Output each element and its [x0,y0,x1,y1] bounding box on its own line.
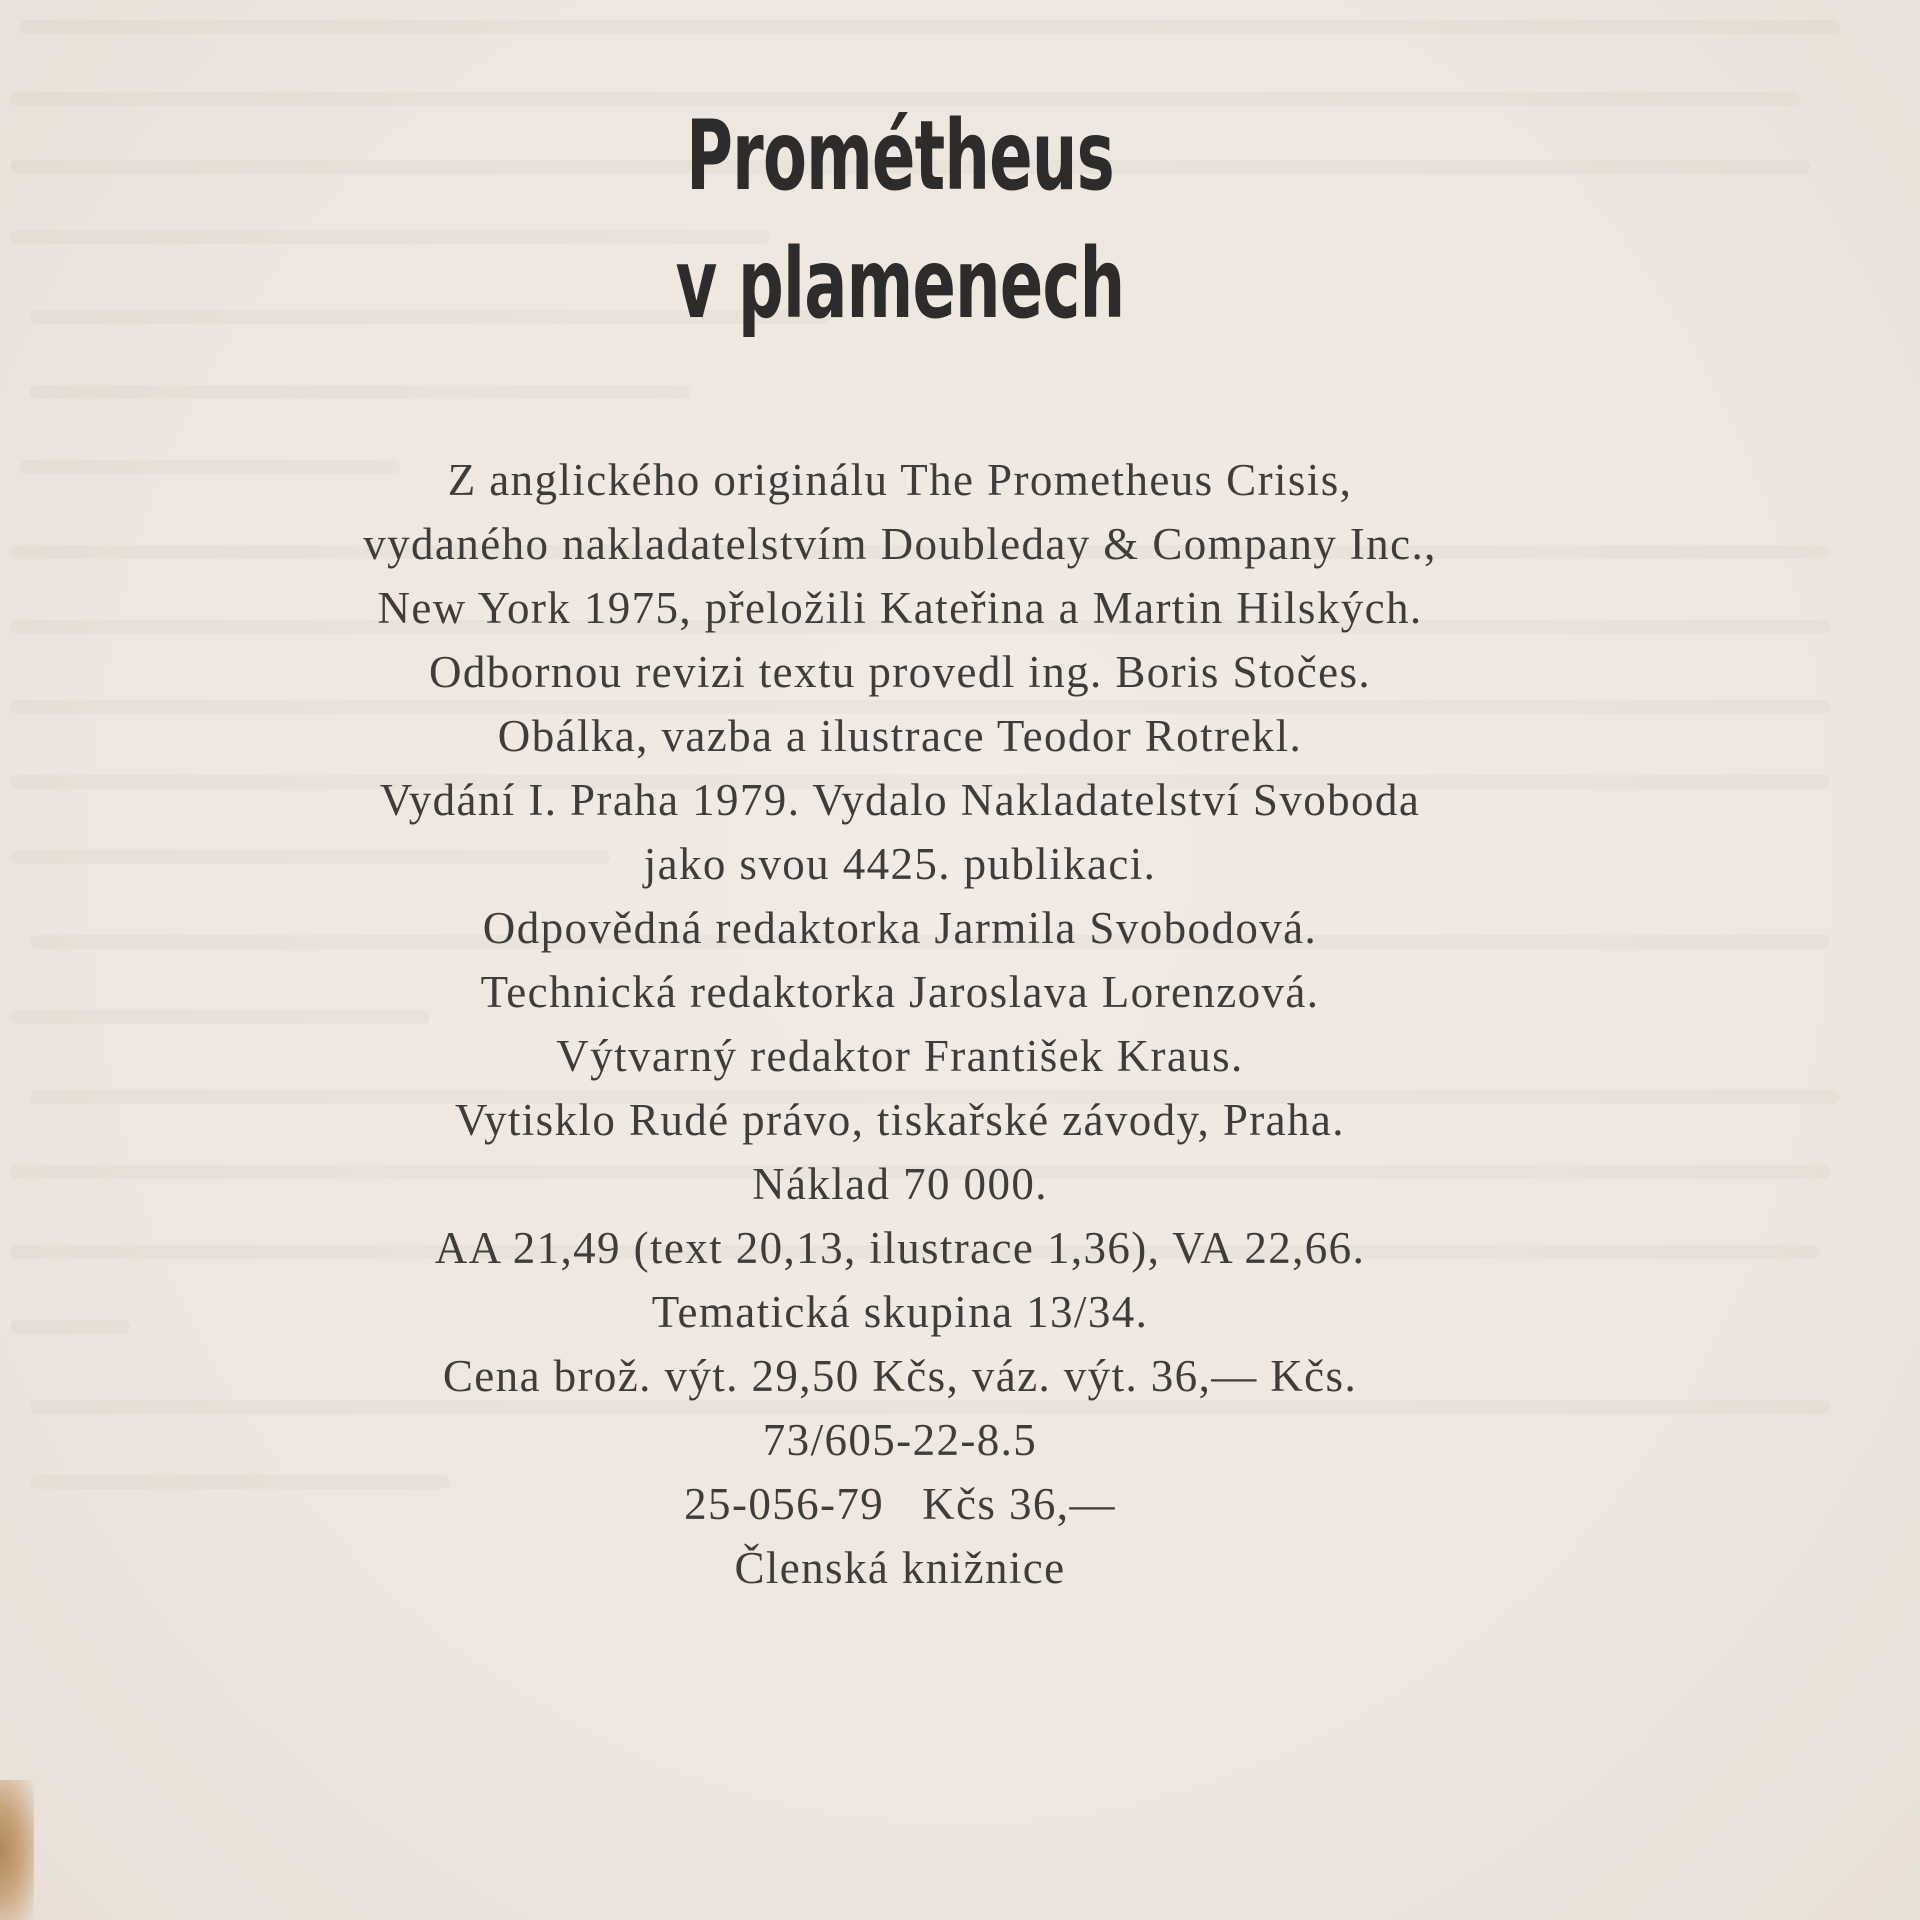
imprint-line: Obálka, vazba a ilustrace Teodor Rotrekl. [497,711,1303,761]
imprint-line: Z anglického originálu The Prometheus Crisis, [447,455,1353,505]
imprint-line: jako svou 4425. publikaci. [643,839,1157,889]
imprint-line: Výtvarný redaktor František Kraus. [556,1031,1244,1081]
imprint-line: 25-056-79 Kčs 36,— [684,1479,1116,1529]
imprint-line: Náklad 70 000. [752,1159,1048,1209]
book-title [0,92,1800,348]
title-line-1: Prométheus [686,100,1114,212]
imprint-line: Vydání I. Praha 1979. Vydalo Nakladatelství Svoboda [379,775,1421,825]
imprint-line: Vytisklo Rudé právo, tiskařské závody, Praha. [455,1095,1345,1145]
imprint-line: Odbornou revizi textu provedl ing. Boris Stočes. [428,647,1372,697]
imprint-line: New York 1975, přeložili Kateřina a Martin Hilských. [377,583,1423,633]
imprint-line: Odpovědná redaktorka Jarmila Svobodová. [482,903,1318,953]
imprint-line: Technická redaktorka Jaroslava Lorenzová. [480,967,1320,1017]
imprint-line: Členská knižnice [734,1543,1066,1593]
imprint-block [0,448,1800,1600]
title-line-2: v plamenech [675,228,1125,340]
imprint-line: 73/605-22-8.5 [762,1415,1038,1465]
imprint-line: Cena brož. výt. 29,50 Kčs, váz. výt. 36,— Kčs. [442,1351,1358,1401]
binding-edge [0,1780,34,1920]
imprint-line: Tematická skupina 13/34. [651,1287,1149,1337]
imprint-line: vydaného nakladatelstvím Doubleday & Company Inc., [363,519,1437,569]
imprint-line: AA 21,49 (text 20,13, ilustrace 1,36), VA 22,66. [434,1223,1366,1273]
